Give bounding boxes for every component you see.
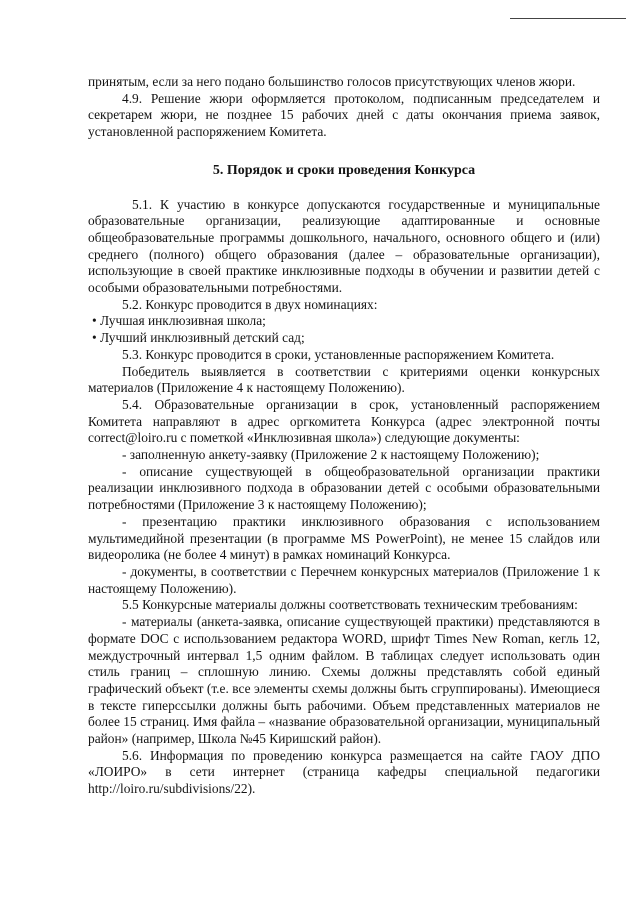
paragraph-5-3: 5.3. Конкурс проводится в сроки, установленные распоряжением Комитета. bbox=[122, 346, 555, 362]
list-item-description: - описание существующей в общеобразовательной организации практики реализации инклюзивного подхода в образовании детей с особыми образовательными потребностями (Приложение 3 к настоящему Положению); bbox=[88, 463, 600, 513]
section-heading: 5. Порядок и сроки проведения Конкурса bbox=[212, 162, 476, 178]
list-item-documents: - документы, в соответствии с Перечнем конкурсных материалов (Приложение 1 к настоящему Положению). bbox=[88, 563, 600, 596]
paragraph-5-4: 5.4. Образовательные организации в срок, установленный распоряжением Комитета направляют в адрес оргкомитета Конкурса (адрес электронной почты correct@loiro.ru с пометкой «Инклюзивная школа») следующие документы: bbox=[88, 396, 600, 446]
document-body bbox=[88, 74, 600, 798]
top-rule bbox=[510, 18, 626, 19]
list-item-presentation: - презентацию практики инклюзивного образования с использованием мультимедийной презентации (в программе MS PowerPoint), не менее 15 слайдов или видеоролика (не более 4 минут) в рамках номинаций Конкурса. bbox=[88, 513, 600, 563]
paragraph-winner: Победитель выявляется в соответствии с критериями оценки конкурсных материалов (Приложение 4 к настоящему Положению). bbox=[88, 363, 600, 396]
list-item-school: • Лучшая инклюзивная школа; bbox=[92, 313, 266, 329]
paragraph-5-2: 5.2. Конкурс проводится в двух номинациях: bbox=[122, 296, 378, 312]
paragraph-5-1: 5.1. К участию в конкурсе допускаются государственные и муниципальные образовательные организации, реализующие адаптированные и основные общеобразовательные программы дошкольного, начального, основного общего и (или) среднего (полного) общего образования (далее – образовательные организации), использующие в своей практике инклюзивные подходы в обучении и развитии детей с особыми образовательными потребностями. bbox=[88, 196, 600, 296]
paragraph-5-5: 5.5 Конкурсные материалы должны соответствовать техническим требованиям: bbox=[122, 597, 578, 613]
list-item-application: - заполненную анкету-заявку (Приложение 2 к настоящему Положению); bbox=[122, 447, 540, 463]
paragraph-5-6: 5.6. Информация по проведению конкурса размещается на сайте ГАОУ ДПО «ЛОИРО» в сети интернет (страница кафедры специальной педагогики http://loiro.ru/subdivisions/22). bbox=[88, 747, 600, 797]
paragraph-continuation: принятым, если за него подано большинство голосов присутствующих членов жюри. bbox=[88, 74, 576, 89]
list-item-materials-format: - материалы (анкета-заявка, описание существующей практики) представляются в формате DOC с использованием редактора WORD, шрифт Times New Roman, кегль 12, междустрочный интервал 1,5 одним файлом. В таблицах следует использовать один стиль границ – сплошную линию. Схемы должны представлять собой единый графический объект (т.е. все элементы схемы должны быть сгруппированы). Имеющиеся в тексте гиперссылки должны быть рабочими. Объем представленных материалов не более 15 страниц. Имя файла – «название образовательной организации, муниципальный район» (например, Школа №45 Киришский район). bbox=[88, 614, 600, 747]
list-item-kindergarten: • Лучший инклюзивный детский сад; bbox=[92, 330, 305, 346]
paragraph-4-9: 4.9. Решение жюри оформляется протоколом, подписанным председателем и секретарем жюри, не позднее 15 рабочих дней с даты окончания приема заявок, установленной распоряжением Комитета. bbox=[88, 90, 600, 140]
